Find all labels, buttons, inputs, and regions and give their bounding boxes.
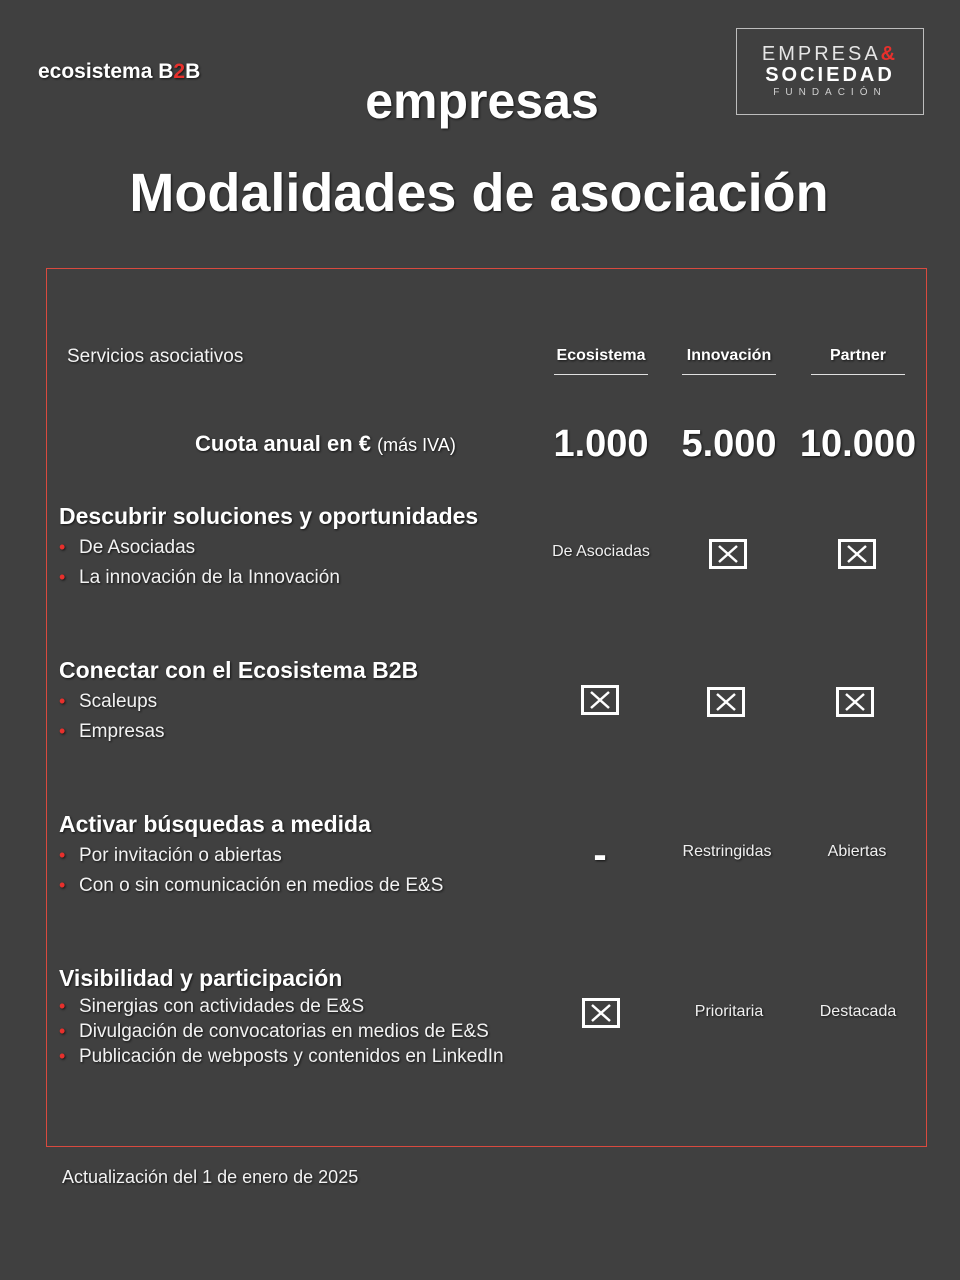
membership-table [46, 268, 927, 1147]
section-bullets-visibility [59, 996, 504, 1071]
cell-search-innovacion: Restringidas [682, 843, 772, 860]
section-bullets-search [59, 845, 443, 905]
x-box-icon [582, 998, 620, 1028]
update-note: Actualización del 1 de enero de 2025 [62, 1167, 359, 1187]
bullet-item: • Sinergias con actividades de E&S [59, 996, 504, 1021]
x-box-icon [581, 685, 619, 715]
bullet-item: • Divulgación de convocatorias en medios de E&S [59, 1021, 504, 1046]
column-header-partner: Partner [811, 347, 905, 375]
fee-partner: 10.000 [799, 423, 917, 465]
x-box-icon [707, 687, 745, 717]
bullet-item: • Con o sin comunicación en medios de E&S [59, 875, 443, 905]
section-title-discover: Descubrir soluciones y oportunidades [59, 503, 479, 529]
section-title-search: Activar búsquedas a medida [59, 811, 371, 837]
page-title-line2: Modalidades de asociación [129, 163, 829, 223]
section-title-connect: Conectar con el Ecosistema B2B [59, 657, 419, 683]
bullet-item: • La innovación de la Innovación [59, 567, 340, 597]
bullet-item: • Scaleups [59, 691, 165, 721]
bullet-item: • Empresas [59, 721, 165, 751]
empresa-sociedad-logo: EMPRESA& SOCIEDAD FUNDACIÓN [736, 28, 924, 115]
bullet-item: • Por invitación o abiertas [59, 845, 443, 875]
bullet-item: • Publicación de webposts y contenidos en LinkedIn [59, 1046, 504, 1071]
x-box-icon [838, 539, 876, 569]
cell-search-ecosistema: - [593, 833, 607, 877]
cell-visibility-partner: Destacada [819, 1003, 897, 1020]
fee-innovacion: 5.000 [681, 423, 777, 465]
section-bullets-connect [59, 691, 165, 751]
section-bullets-discover [59, 537, 340, 597]
annual-fee-label: Cuota anual en € (más IVA) [195, 431, 456, 456]
services-label: Servicios asociativos [67, 346, 244, 367]
column-header-ecosistema: Ecosistema [554, 347, 648, 375]
page-title-line1: empresas [365, 73, 599, 129]
x-box-icon [709, 539, 747, 569]
brand-accent: 2 [173, 60, 186, 83]
cell-discover-ecosistema: De Asociadas [552, 543, 650, 560]
brand-label: ecosistema B2B [38, 60, 201, 83]
section-title-visibility: Visibilidad y participación [59, 965, 343, 991]
column-header-innovacion: Innovación [682, 347, 776, 375]
bullet-item: • De Asociadas [59, 537, 340, 567]
x-box-icon [836, 687, 874, 717]
fee-ecosistema: 1.000 [553, 423, 649, 465]
cell-search-partner: Abiertas [827, 843, 887, 860]
cell-visibility-innovacion: Prioritaria [694, 1003, 764, 1020]
